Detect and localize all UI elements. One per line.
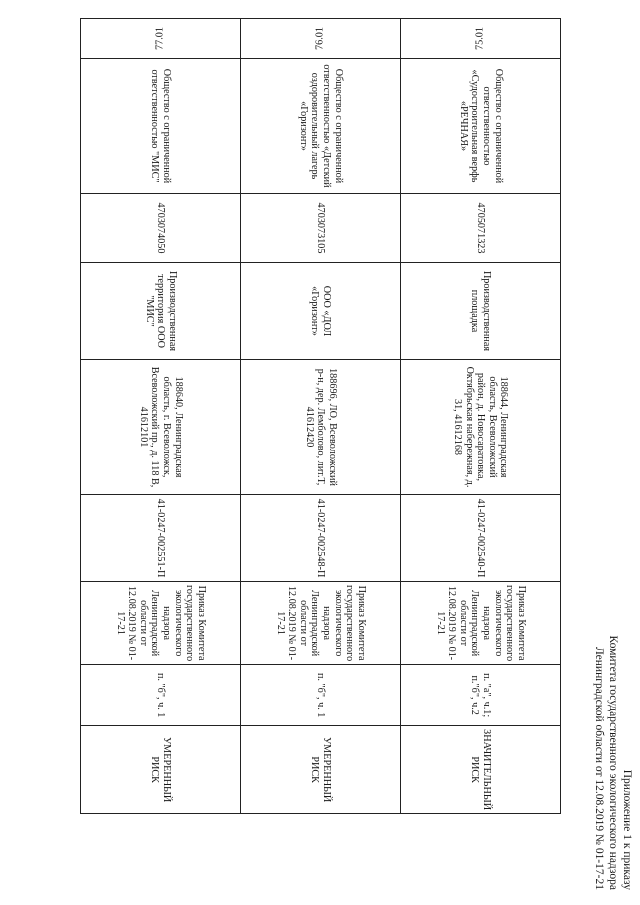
object-code: 41-0247-002540-П bbox=[401, 495, 561, 582]
header-line-1: Приложение 1 к приказу bbox=[621, 769, 633, 890]
inn-cell: 4705071323 bbox=[401, 194, 561, 263]
object-address: 188640, Ленинградская область, г. Всеволожск, Всеволожский пр., д. 118 В, 41612101 bbox=[81, 360, 241, 495]
inn-cell: 4703073105 bbox=[241, 194, 401, 263]
object-name: Производственная территория ООО "МИС" bbox=[81, 263, 241, 360]
organization-name: Общество с ограниченной ответственностью «Судостроительная верфь «РЕЧНАЯ» bbox=[401, 59, 561, 194]
row-number: 77.01 bbox=[81, 19, 241, 59]
order-reference: Приказ Комитета государственного экологического надзора Ленинградской области от 12.08.2019 № 01-17-21 bbox=[401, 582, 561, 665]
order-reference: Приказ Комитета государственного экологического надзора Ленинградской области от 12.08.2019 № 01-17-21 bbox=[241, 582, 401, 665]
risk-category: УМЕРЕННЫЙ РИСК bbox=[241, 726, 401, 814]
object-address: 188644, Ленинградская область, Всеволожский район, д. Новосаратовка, Октябрьская набережная, д. 31, 41612168 bbox=[401, 360, 561, 495]
table-row bbox=[241, 19, 401, 814]
document-header bbox=[592, 0, 634, 890]
registry-table bbox=[80, 18, 561, 814]
header-line-2: Комитета государственного экологического надзора bbox=[607, 635, 619, 890]
header-line-3: Ленинградской области от 12.08.2019 № 01-17-21 bbox=[593, 646, 605, 890]
criteria-cell: п. "б", ч. 1 bbox=[241, 665, 401, 726]
object-address: 188696, ЛО, Всеволожский р-н, дер. Лемболово, лит.Т, 41612420 bbox=[241, 360, 401, 495]
table-row bbox=[401, 19, 561, 814]
registry-body bbox=[81, 19, 561, 814]
risk-category: УМЕРЕННЫЙ РИСК bbox=[81, 726, 241, 814]
risk-category: ЗНАЧИТЕЛЬНЫЙ РИСК bbox=[401, 726, 561, 814]
order-reference: Приказ Комитета государственного экологического надзора Ленинградской области от 12.08.2019 № 01-17-21 bbox=[81, 582, 241, 665]
row-number: 76.01 bbox=[241, 19, 401, 59]
object-name: ООО «ДОЛ «Горизонт» bbox=[241, 263, 401, 360]
criteria-cell: п. "б", ч. 1 bbox=[81, 665, 241, 726]
organization-name: Общество с ограниченной ответственностью "МИС" bbox=[81, 59, 241, 194]
object-name: Производственная площадка bbox=[401, 263, 561, 360]
organization-name: Общество с ограниченной ответственностью «Детский оздоровительный лагерь «Горизонт» bbox=[241, 59, 401, 194]
criteria-cell: п. "а", ч.1; п."б", ч.2 bbox=[401, 665, 561, 726]
table-row bbox=[81, 19, 241, 814]
object-code: 41-0247-002548-П bbox=[241, 495, 401, 582]
row-number: 75.01 bbox=[401, 19, 561, 59]
object-code: 41-0247-002551-П bbox=[81, 495, 241, 582]
inn-cell: 4703074050 bbox=[81, 194, 241, 263]
